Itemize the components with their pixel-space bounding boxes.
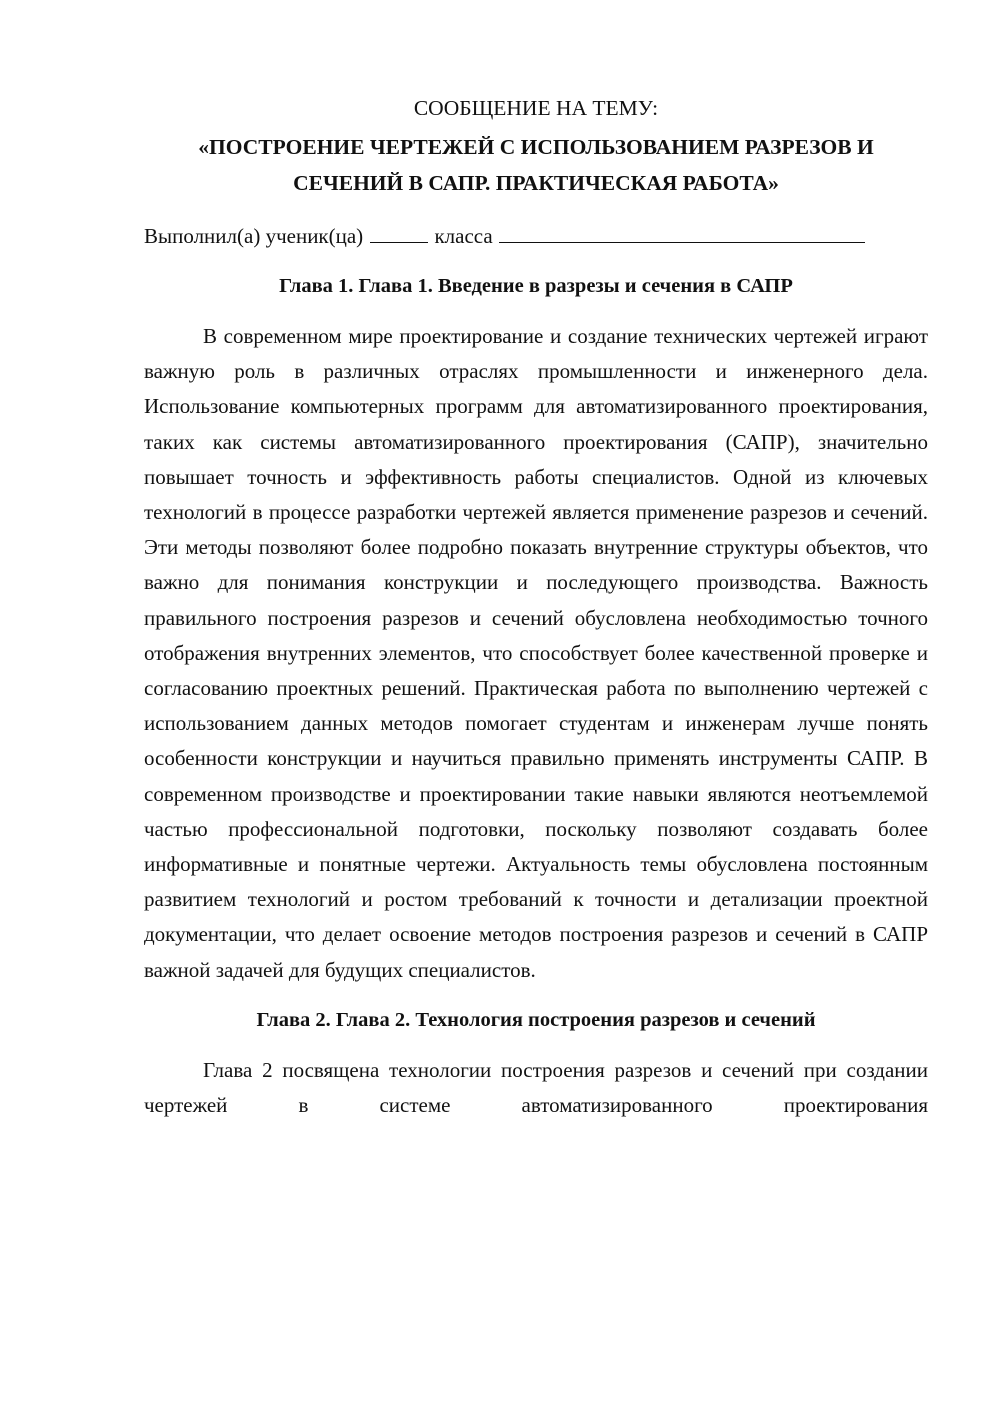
author-class-label: класса	[434, 224, 493, 248]
class-number-blank	[370, 220, 428, 243]
chapter-1-paragraph: В современном мире проектирование и создание технических чертежей играют важную роль в различных отраслях промышленности и инженерного дела. Использование компьютерных программ для автоматизированного проектирования, таких как системы автоматизированного проектирования (САПР), значительно повышает точность и эффективность работы специалистов. Одной из ключевых технологий в процессе разработки чертежей является применение разрезов и сечений. Эти методы позволяют более подробно показать внутренние структуры объектов, что важно для понимания конструкции и последующего производства. Важность правильного построения разрезов и сечений обусловлена необходимостью точного отображения внутренних элементов, что способствует более качественной проверке и согласованию проектных решений. Практическая работа по выполнению чертежей с использованием данных методов помогает студентам и инженерам лучше понять особенности конструкции и научиться правильно применять инструменты САПР. В современном производстве и проектировании такие навыки являются неотъемлемой частью профессиональной подготовки, поскольку позволяют создавать более информативные и понятные чертежи. Актуальность темы обусловлена постоянным развитием технологий и ростом требований к точности и детализации проектной документации, что делает освоение методов построения разрезов и сечений в САПР важной задачей для будущих специалистов.	[144, 324, 928, 982]
chapter-2-paragraph: Глава 2 посвящена технологии построения разрезов и сечений при создании чертежей в системе автоматизированного проектирования	[144, 1057, 928, 1118]
document-title	[144, 130, 928, 201]
document-title-line-1: «ПОСТРОЕНИЕ ЧЕРТЕЖЕЙ С ИСПОЛЬЗОВАНИЕМ РАЗРЕЗОВ И	[198, 135, 874, 159]
author-line	[144, 218, 928, 254]
document-kicker: СООБЩЕНИЕ НА ТЕМУ:	[413, 96, 659, 120]
document-title-line-2: СЕЧЕНИЙ В САПР. ПРАКТИЧЕСКАЯ РАБОТА»	[293, 170, 779, 195]
document-page	[144, 88, 928, 1123]
author-name-blank	[499, 220, 865, 243]
author-prefix: Выполнил(а) ученик(ца)	[144, 224, 364, 248]
chapter-2-heading: Глава 2. Глава 2. Технология построения разрезов и сечений	[256, 1008, 816, 1031]
chapter-1-heading: Глава 1. Глава 1. Введение в разрезы и сечения в САПР	[279, 275, 793, 297]
